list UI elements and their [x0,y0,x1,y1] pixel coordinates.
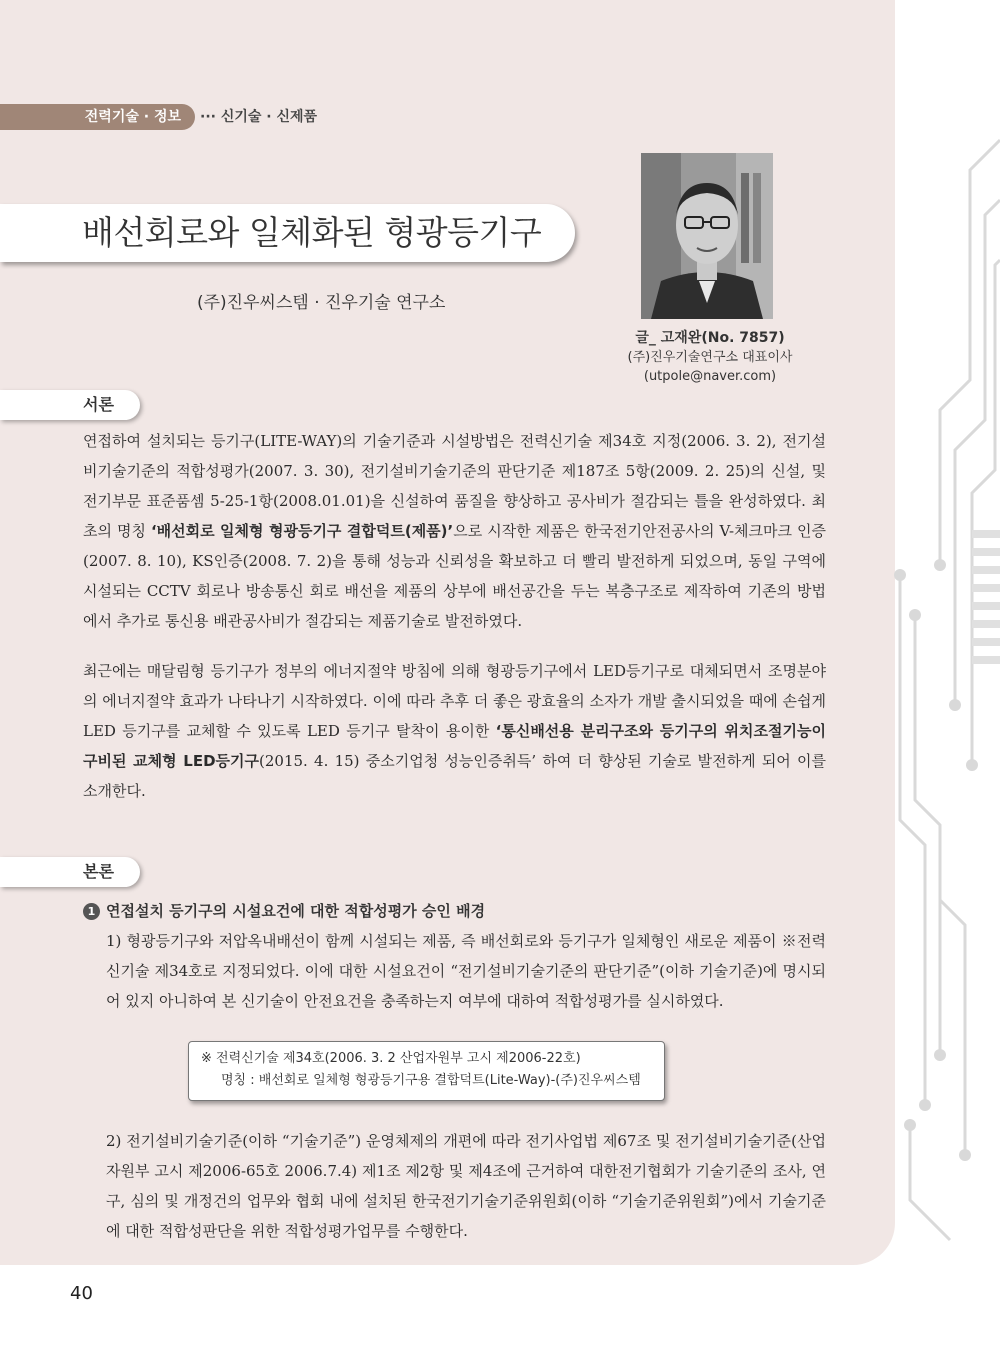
category-label: 전력기술 · 정보 [0,104,195,130]
body-item-2: 2) 전기설비기술기준(이하 “기술기준”) 운영체제의 개편에 따라 전기사업법 제67조 및 전기설비기술기준(산업자원부 고시 제2006-65호 2006.7.4) 제1조 제2항 및 제4조에 근거하여 대한전기협회가 기술기준의 조사, 연구, 심의 및 개정건의 업무와 협회 내에 설치된 한국전기기술기준위원회(이하 “기술기준위원회”)에서 기술기준에 대한 적합성판단을 위한 적합성평가업무를 수행한다. [106,1132,826,1240]
intro-p1-text-cont: 으로 시작한 제품은 한국전기안전공사의 V-체크마크 인증(2007. 8. 10), KS인증(2008. 7. 2)을 통해 성능과 신뢰성을 확보하고 더 빨리 발전하게 되었으며, 동일 구역에 시설되는 CCTV 회로나 방송통신 회로 배선을 제품의 상부에 배선공간을 두는 복층구조로 제작하여 기존의 방법에서 추가로 통신용 배관공사비가 절감되는 제품기술로 발전하였다. [83,522,826,630]
author-email: (utpole@naver.com) [643,369,777,384]
intro-paragraph-2 [83,656,826,806]
body-item-1: 1) 형광등기구와 저압옥내배선이 함께 시설되는 제품, 즉 배선회로와 등기구가 일체형인 새로운 제품이 ※전력신기술 제34호로 지정되었다. 이에 대한 시설요건이 “전기설비기술기준의 판단기준”(이하 기술기준)에 명시되어 있지 아니하여 본 신기술이 안전요건을 충족하는지 여부에 대하여 적합성평가를 실시하였다. [106,932,826,1010]
circuit-board-decoration [880,0,1000,1355]
product-name-emphasis: ‘배선회로 일체형 형광등기구 결합덕트(제품)’ [150,522,454,540]
author-name: 글_ 고재완(No. 7857) [635,330,785,346]
section-heading-body: 본론 [0,857,140,887]
section-heading-intro: 서론 [0,390,140,420]
intro-p2-text-cont: (2015. 4. 15) 중소기업청 성능인증취득’ 하여 더 향상된 기술로 발전하게 되어 이를 소개한다. [83,752,826,800]
subsection-number-icon: 1 [83,903,100,920]
author-position: (주)진우기술연구소 대표이사 [627,350,793,365]
organization: (주)진우씨스템 · 진우기술 연구소 [197,293,446,313]
subsection-title: 연접설치 등기구의 시설요건에 대한 적합성평가 승인 배경 [106,902,486,920]
author-info [590,329,830,386]
author-photo [641,153,773,319]
note-box [188,1041,665,1101]
led-product-emphasis: ‘통신배선용 분리구조와 등기구의 위치조절기능이 구비된 교체형 LED등기구 [83,722,826,770]
intro-paragraph-1 [83,426,826,636]
subsection-heading [83,900,485,922]
note-line-1: ※ 전력신기술 제34호(2006. 3. 2 산업자원부 고시 제2006-22호) [201,1051,581,1066]
article-title: 배선회로와 일체화된 형광등기구 [82,213,542,252]
page-number: 40 [70,1283,93,1304]
subcategory-label: ··· 신기술 · 신제품 [200,109,318,125]
intro-p1-text: 연접하여 설치되는 등기구(LITE-WAY)의 기술기준과 시설방법은 전력신기술 제34호 지정(2006. 3. 2), 전기설비기술기준의 적합성평가(2007. 3. 30), 전기설비기술기준의 판단기준 제187조 5항(2009. 2. 25)의 신설, 및 전기부문 표준품셈 5-25-1항(2008.01.01)을 신설하여 품질을 향상하고 공사비가 절감되는 틀을 완성하였다. 최초의 명칭 [83,432,826,540]
note-line-2: 명칭 : 배선회로 일체형 형광등기구용 결합덕트(Lite-Way)-(주)진우씨스템 [221,1073,641,1088]
intro-p2-text: 최근에는 매달림형 등기구가 정부의 에너지절약 방침에 의해 형광등기구에서 LED등기구로 대체되면서 조명분야의 에너지절약 효과가 나타나기 시작하였다. 이에 따라 추후 더 좋은 광효율의 소자가 개발 출시되었을 때에 손쉽게 LED 등기구를 교체할 수 있도록 LED 등기구 탈착이 용이한 [83,662,826,740]
